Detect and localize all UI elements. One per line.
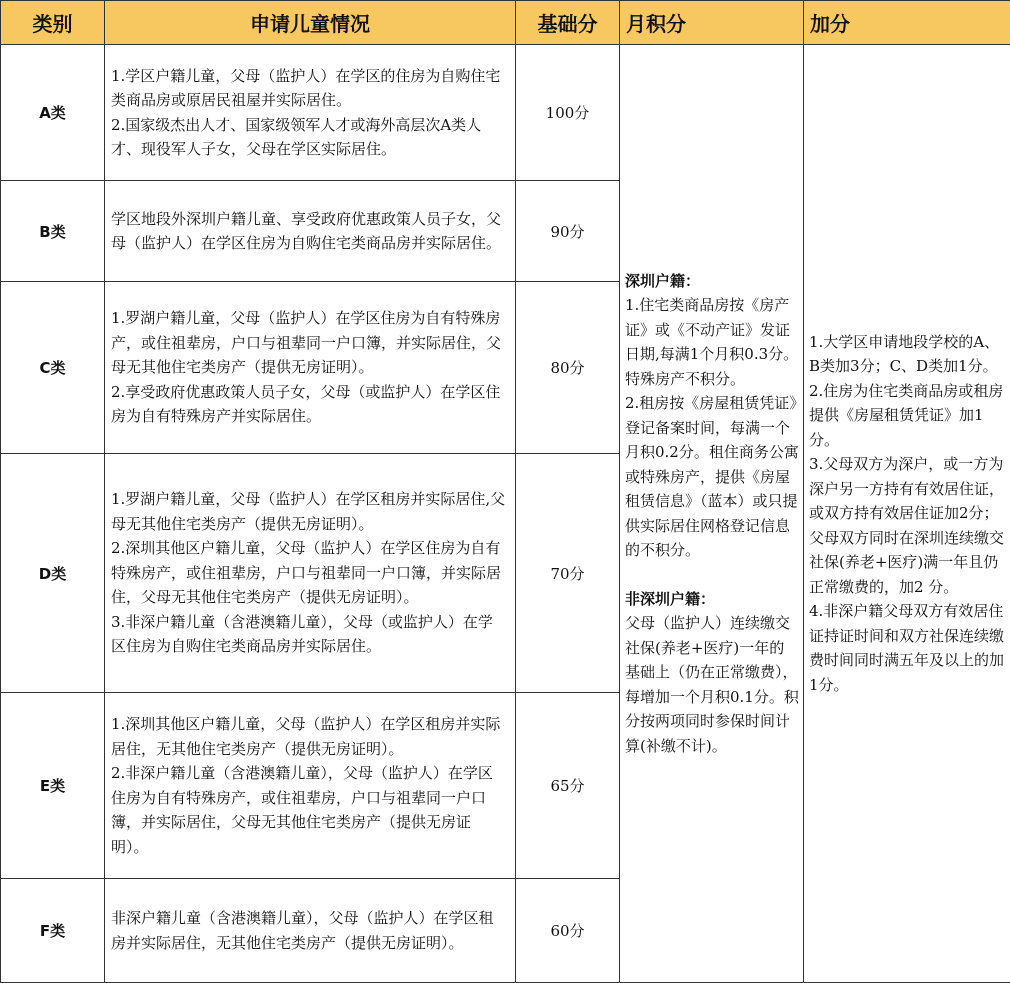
description-cell [105,693,516,879]
monthly-points-item: 1.住宅类商品房按《房产证》或《不动产证》发证日期,每满1个月积0.3分。特殊房产不积分。 [625,293,799,391]
description-item: 2.享受政府优惠政策人员子女，父母（或监护人）在学区住房为自有特殊房产并实际居住。 [111,380,507,429]
category-cell: B类 [1,181,105,282]
monthly-points-cell [620,45,804,983]
description-item: 2.深圳其他区户籍儿童，父母（监护人）在学区住房为自有特殊房产，或住祖辈房，户口与祖辈同一户口簿，并实际居住，父母无其他住宅类房产（提供无房证明）。 [111,536,507,610]
monthly-points-item: 父母（监护人）连续缴交社保(养老+医疗)一年的基础上（仍在正常缴费），每增加一个月积0.1分。积分按两项同时参保时间计算(补缴不计)。 [625,611,799,758]
description-cell [105,181,516,282]
category-cell: A类 [1,45,105,181]
description-cell [105,879,516,983]
category-cell: F类 [1,879,105,983]
bonus-item: 2.住房为住宅类商品房或租房提供《房屋租赁凭证》加1分。 [809,379,1006,453]
category-cell: D类 [1,454,105,693]
bonus-item: 4.非深户籍父母双方有效居住证持证时间和双方社保连续缴费时间同时满五年及以上的加1分。 [809,599,1006,697]
description-cell [105,454,516,693]
header-row [1,1,1010,45]
bonus-item: 3.父母双方为深户，或一方为深户另一方持有有效居住证，或双方持有效居住证加2分；父母双方同时在深圳连续缴交社保(养老+医疗)满一年且仍正常缴费的，加2 分。 [809,452,1006,599]
base-score-cell: 100分 [516,45,620,181]
description-item: 2.非深户籍儿童（含港澳籍儿童），父母（监护人）在学区住房为自有特殊房产，或住祖辈房，户口与祖辈同一户口簿，并实际居住，父母无其他住宅类房产（提供无房证明）。 [111,761,507,859]
description-cell [105,45,516,181]
header-monthly-points: 月积分 [620,1,804,45]
description-item: 1.学区户籍儿童，父母（监护人）在学区的住房为自购住宅类商品房或原居民祖屋并实际居住。 [111,64,507,113]
description-item: 3.非深户籍儿童（含港澳籍儿童），父母（或监护人）在学区住房为自购住宅类商品房并实际居住。 [111,610,507,659]
bonus-item: 1.大学区申请地段学校的A、B类加3分；C、D类加1分。 [809,330,1006,379]
shenzhen-household-heading: 深圳户籍： [625,269,799,294]
header-category: 类别 [1,1,105,45]
description-item: 1.罗湖户籍儿童，父母（监护人）在学区住房为自有特殊房产，或住祖辈房，户口与祖辈同一户口簿，并实际居住，父母无其他住宅类房产（提供无房证明）。 [111,306,507,380]
bonus-points-cell [804,45,1010,983]
table-row [1,45,1010,181]
description-cell [105,282,516,454]
base-score-cell: 80分 [516,282,620,454]
base-score-cell: 60分 [516,879,620,983]
spacer [625,563,799,587]
base-score-cell: 70分 [516,454,620,693]
category-cell: E类 [1,693,105,879]
category-cell: C类 [1,282,105,454]
base-score-cell: 90分 [516,181,620,282]
non-shenzhen-household-heading: 非深圳户籍： [625,587,799,612]
header-bonus-points: 加分 [804,1,1010,45]
description-item: 1.罗湖户籍儿童，父母（监护人）在学区租房并实际居住,父母无其他住宅类房产（提供无房证明）。 [111,487,507,536]
description-item: 2.国家级杰出人才、国家级领军人才或海外高层次A类人才、现役军人子女，父母在学区实际居住。 [111,113,507,162]
header-base-score: 基础分 [516,1,620,45]
description-item: 非深户籍儿童（含港澳籍儿童），父母（监护人）在学区租房并实际居住，无其他住宅类房产（提供无房证明）。 [111,906,507,955]
base-score-cell: 65分 [516,693,620,879]
monthly-points-item: 2.租房按《房屋租赁凭证》登记备案时间，每满一个月积0.2分。租住商务公寓或特殊房产，提供《房屋租赁信息》（蓝本）或只提供实际居住网格登记信息的不积分。 [625,391,799,563]
description-item: 学区地段外深圳户籍儿童、享受政府优惠政策人员子女，父母（监护人）在学区住房为自购住宅类商品房并实际居住。 [111,207,507,256]
description-item: 1.深圳其他区户籍儿童，父母（监护人）在学区租房并实际居住，无其他住宅类房产（提供无房证明）。 [111,712,507,761]
header-child-situation: 申请儿童情况 [105,1,516,45]
